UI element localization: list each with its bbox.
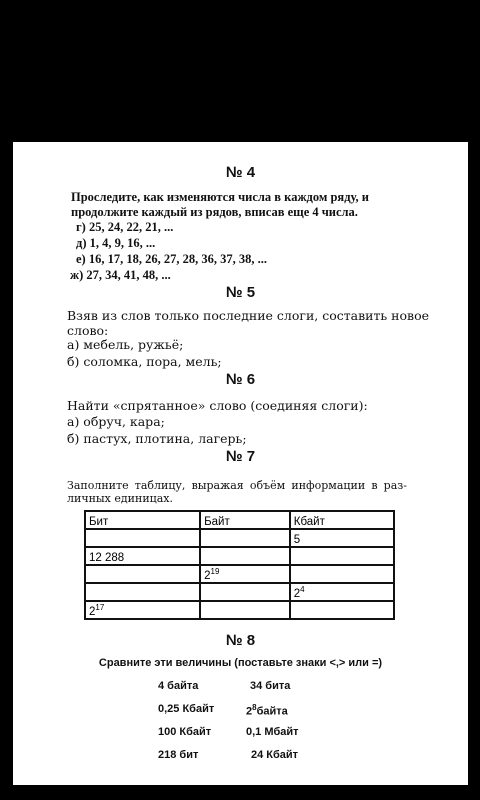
- table-cell[interactable]: [200, 601, 290, 619]
- compare-left-4: 218 бит: [158, 749, 199, 761]
- table-row: [85, 583, 394, 601]
- table-row: [85, 529, 394, 547]
- power-base: 2: [246, 705, 253, 718]
- table-cell[interactable]: [85, 529, 200, 547]
- task6-row-b: б) пастух, плотина, лагерь;: [67, 431, 247, 446]
- power-exponent: 4: [300, 585, 305, 595]
- compare-left-1: 4 байта: [158, 680, 199, 692]
- task4-row-g: г) 25, 24, 22, 21, ...: [76, 220, 174, 234]
- worksheet-page: [13, 142, 468, 785]
- compare-left-2: 0,25 Кбайт: [158, 703, 215, 715]
- task6-intro: Найти «спрятанное» слово (соединяя слоги):: [67, 398, 368, 413]
- task4-row-d: д) 1, 4, 9, 16, ...: [76, 236, 156, 250]
- table-cell[interactable]: [85, 565, 200, 583]
- power-exponent: 17: [95, 603, 105, 613]
- task5-row-b: б) соломка, пора, мель;: [67, 354, 222, 369]
- compare-right-4: 24 Кбайт: [251, 749, 299, 761]
- task4-row-zh: ж) 27, 34, 41, 48, ...: [70, 268, 171, 282]
- table-cell: 12 288: [85, 547, 200, 565]
- table-cell-power: [85, 601, 200, 619]
- table-header-byte: Байт: [200, 511, 290, 529]
- table-cell[interactable]: [200, 547, 290, 565]
- table-header-kbyte: Кбайт: [290, 511, 394, 529]
- task8-intro: Сравните эти величины (поставьте знаки <,> или =): [98, 657, 383, 669]
- table-cell[interactable]: [290, 565, 394, 583]
- table-header-row: [85, 511, 394, 529]
- task5-row-a: а) мебель, ружьё;: [67, 337, 184, 352]
- table-row: [85, 547, 394, 565]
- task5-title: № 5: [225, 284, 256, 301]
- task4-row-e: е) 16, 17, 18, 26, 27, 28, 36, 37, 38, ...: [76, 252, 267, 266]
- compare-right-3: 0,1 Мбайт: [246, 726, 299, 738]
- units-table: [84, 510, 395, 620]
- unit-label: байта: [256, 705, 288, 718]
- task4-title: № 4: [225, 164, 256, 181]
- task4-intro-line1: Проследите, как изменяются числа в каждом ряду, и: [71, 190, 369, 204]
- table-cell[interactable]: [200, 583, 290, 601]
- compare-left-3: 100 Кбайт: [158, 726, 212, 738]
- table-cell[interactable]: [85, 583, 200, 601]
- table-cell-power: [200, 565, 290, 583]
- power-base: 2: [204, 570, 211, 582]
- task7-intro-line2: личных единицах.: [67, 492, 173, 505]
- table-header-bit: Бит: [85, 511, 200, 529]
- task8-title: № 8: [225, 632, 256, 649]
- table-cell: 5: [290, 529, 394, 547]
- table-row: [85, 565, 394, 583]
- table-row: [85, 601, 394, 619]
- power-base: 2: [89, 606, 96, 618]
- task5-intro-line2: слово:: [67, 323, 109, 338]
- compare-right-2: [246, 703, 288, 718]
- table-cell[interactable]: [290, 547, 394, 565]
- task7-title: № 7: [225, 448, 256, 465]
- power-base: 2: [293, 588, 301, 600]
- task4-intro-line2: продолжите каждый из рядов, вписав еще 4 числа.: [71, 205, 358, 219]
- power-exponent: 19: [210, 567, 220, 577]
- task6-title: № 6: [225, 371, 256, 388]
- table-cell-power: [290, 583, 394, 601]
- task5-intro-line1: Взяв из слов только последние слоги, составить новое: [67, 308, 429, 323]
- table-cell[interactable]: [200, 529, 290, 547]
- compare-right-1: 34 бита: [250, 680, 291, 692]
- power-exponent: 8: [252, 703, 257, 712]
- task6-row-a: а) обруч, кара;: [67, 414, 165, 429]
- table-cell[interactable]: [290, 601, 394, 619]
- task7-intro-line1: Заполните таблицу, выражая объём информации в раз-: [67, 479, 407, 492]
